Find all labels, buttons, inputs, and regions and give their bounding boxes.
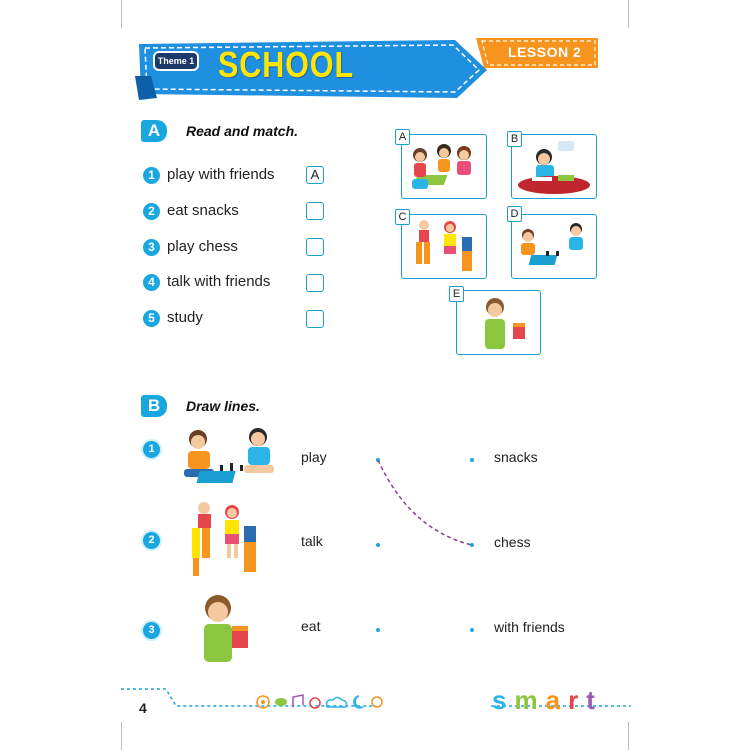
theme-label: Theme 1	[153, 51, 199, 71]
answer-box[interactable]	[306, 274, 324, 292]
sun-icon	[372, 697, 382, 707]
picture-card-c	[401, 214, 487, 279]
match-item-text: play chess	[167, 238, 238, 255]
item-number: 3	[143, 239, 160, 256]
left-word: play	[301, 449, 327, 465]
page-title: SCHOOL	[218, 44, 355, 85]
item-number: 2	[143, 203, 160, 220]
crop-mark	[121, 722, 122, 750]
section-a-badge: A	[141, 120, 167, 142]
item-number: 1	[143, 167, 160, 184]
answer-box[interactable]	[306, 310, 324, 328]
children-playing-illustration	[402, 135, 486, 198]
example-match-line	[370, 450, 480, 550]
boys-playing-chess-illustration	[512, 215, 596, 278]
match-item-text: play with friends	[167, 166, 275, 183]
left-word: talk	[301, 533, 323, 549]
item-number: 5	[143, 310, 160, 327]
brand-letter: m	[514, 685, 546, 715]
section-b-badge: B	[141, 395, 167, 417]
brand-letter: r	[568, 685, 587, 715]
crop-mark	[121, 0, 122, 28]
footer-decor-icons	[255, 693, 385, 711]
match-item-text: study	[167, 309, 203, 326]
match-dot[interactable]	[470, 628, 474, 632]
section-a-title: Read and match.	[186, 123, 299, 139]
left-word: eat	[301, 618, 321, 634]
brand-letter: t	[586, 685, 603, 715]
brand-letter: s	[492, 685, 515, 715]
section-b-title: Draw lines.	[186, 398, 260, 414]
boy-studying-illustration	[512, 135, 596, 198]
picture-tag: A	[395, 129, 410, 145]
picture-tag: C	[395, 209, 410, 225]
flower-icon	[257, 696, 269, 708]
picture-card-a	[401, 134, 487, 199]
apple-icon	[310, 698, 320, 708]
right-word: chess	[494, 534, 531, 550]
brand-letter: a	[545, 685, 569, 715]
eating-snacks-illustration	[192, 592, 258, 664]
brand-wordmark	[492, 685, 603, 716]
children-talking-illustration	[402, 215, 486, 278]
item-number: 4	[143, 274, 160, 291]
talking-illustration	[184, 500, 260, 578]
picture-card-d	[511, 214, 597, 279]
lesson-label: LESSON 2	[508, 44, 582, 60]
answer-box[interactable]	[306, 238, 324, 256]
right-word: snacks	[494, 449, 538, 465]
picture-tag: E	[449, 286, 464, 302]
right-word: with friends	[494, 619, 565, 635]
crop-mark	[628, 722, 629, 750]
row-number: 1	[143, 441, 160, 458]
match-item-text: talk with friends	[167, 273, 271, 290]
cloud-icon	[327, 698, 347, 708]
page-number: 4	[139, 700, 147, 716]
answer-box[interactable]	[306, 202, 324, 220]
answer-box[interactable]: A	[306, 166, 324, 184]
picture-card-b	[511, 134, 597, 199]
picture-tag: D	[507, 206, 522, 222]
moon-icon	[354, 696, 363, 708]
picture-card-e	[456, 290, 541, 355]
crop-mark	[628, 0, 629, 28]
leaf-icon	[275, 698, 287, 706]
row-number: 2	[143, 532, 160, 549]
row-number: 3	[143, 622, 160, 639]
match-dot[interactable]	[376, 628, 380, 632]
boy-eating-snacks-illustration	[457, 291, 540, 354]
music-icon	[293, 695, 303, 707]
picture-tag: B	[507, 131, 522, 147]
match-item-text: eat snacks	[167, 202, 239, 219]
chess-illustration	[178, 425, 278, 489]
